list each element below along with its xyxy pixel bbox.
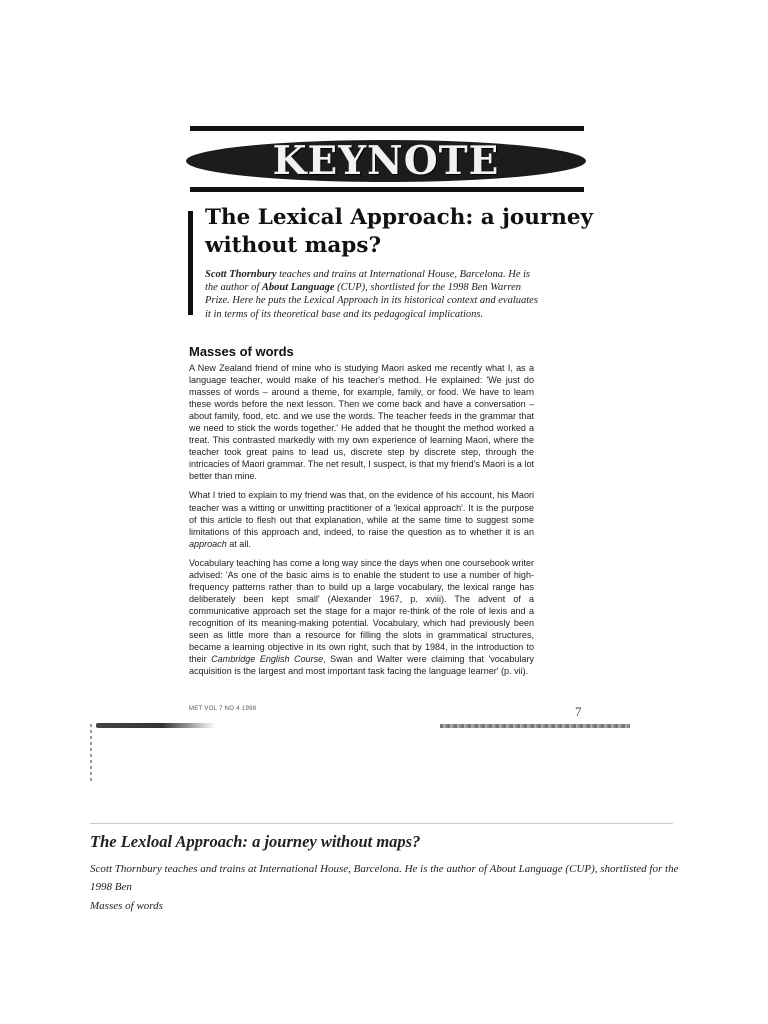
keynote-banner [186,137,586,184]
paragraph-3-end: , Swan and Walter were claiming that 'vocabulary acquisition is the largest and most important task facing the language learner' (p. vii). [189,654,534,677]
paragraph-3-emphasis: Cambridge English Course [211,654,324,665]
byline-text-2: (CUP), shortlisted for the 1998 Ben Warren Prize. Here he puts the Lexical Approach in its historical context and evaluates it in terms of its theoretical base and its pedagogical implications. [205,282,538,320]
ocr-divider [90,823,673,824]
paragraph-3 [189,557,534,677]
scan-edge-artifact [90,724,92,784]
ocr-heading: Masses of words [90,900,163,912]
top-rule [190,126,584,131]
byline-author: Scott Thornbury [205,269,277,280]
scan-artifact-right [440,724,630,728]
scan-artifact-left [96,723,216,728]
page-footer: MET VOL 7 NO 4 1998 [189,706,257,712]
paragraph-2-text: What I tried to explain to my friend was that, on the evidence of his account, his Maori teacher was a witting or unwitting practitioner of a 'lexical approach'. It is the purpose of this article to flesh out that explanation, while at the same time to suggest some limitations of this approach and, indeed, to raise the question as to whether it is an [189,490,534,537]
ocr-title: The Lexloal Approach: a journey without maps? [90,832,421,851]
article-title: The Lexical Approach: a journey without maps? [205,205,594,258]
page-number: 7 [575,704,582,719]
banner-bottom-rule [190,187,584,192]
paragraph-3-text: Vocabulary teaching has come a long way since the days when one coursebook writer advised: 'As one of the basic aims is to enable the student to use a number of high-frequency patterns rather than to build up a large vocabulary, the lexical range has deliberately been kept small' (Alexander 1967, p. xviii). The advent of a communicative approach set the stage for a major re-think of the role of lexis and a recognition of its meaning-making potential. Vocabulary, which had previously been seen as little more than a resource for filling the slots in grammatical structures, became a learning objective in its own right, such that by 1984, in the introduction to their [189,557,534,665]
byline [205,268,545,321]
banner-text: KEYNOTE [272,137,500,184]
paragraph-2-end: at all. [226,538,251,549]
byline-book: About Language [261,282,335,294]
byline-text-1: teaches and trains at International House, Barcelona. He is the author of [205,269,531,294]
section-heading: Masses of words [189,344,294,359]
paragraph-2 [189,489,534,549]
paragraph-1: A New Zealand friend of mine who is studying Maori asked me recently what I, as a language teacher, would make of his teacher's method. He explained: 'We just do masses of words – around a theme, for example, family, or food. We have to learn these words before the next lesson. Then we come back and have a conversation – about family, food, etc. and we use the words. The teacher feeds in the grammar that we need to stick the words together.' He added that he thought the method worked a treat. This contrasted markedly with my own experience of learning Maori, where the teacher took great pains to lead us, discrete step by discrete step, through the intricacies of Maori grammar. The net result, I suspect, is that my friend's Maori is a lot better than mine. [189,363,534,482]
article-body [189,362,534,684]
title-side-bar [188,211,193,315]
paragraph-2-emphasis: approach [189,538,227,549]
ocr-byline: Scott Thornbury teaches and trains at International House, Barcelona. He is the author of About Language (CUP), shortlisted for the 1998 Ben [90,863,679,893]
